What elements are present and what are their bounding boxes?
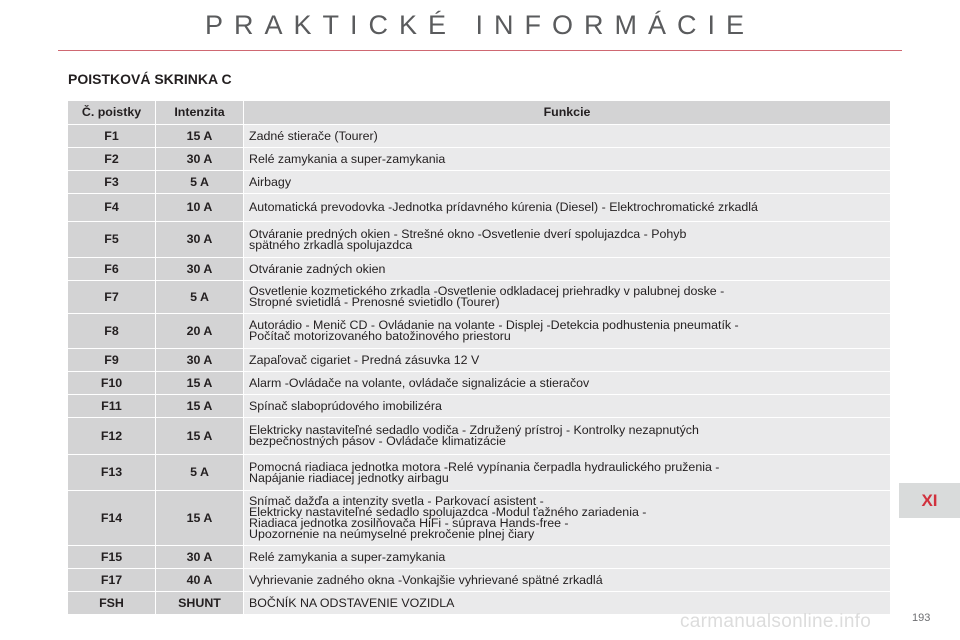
function-cell: Elektricky nastaviteľné sedadlo vodiča - Združený prístroj - Kontrolky nezapnutých bezpečnostných pásov - Ovládače klimatizácie <box>244 418 891 455</box>
table-row <box>68 194 891 222</box>
table-row <box>68 349 891 372</box>
function-cell: Relé zamykania a super-zamykania <box>244 148 891 171</box>
table-row <box>68 148 891 171</box>
fuse-table <box>67 100 891 615</box>
amperage-cell: 20 A <box>156 314 244 349</box>
fuse-number-cell: F9 <box>68 349 156 372</box>
table-row <box>68 258 891 281</box>
function-cell: Vyhrievanie zadného okna -Vonkajšie vyhrievané spätné zrkadlá <box>244 569 891 592</box>
table-row <box>68 372 891 395</box>
function-cell: Pomocná riadiaca jednotka motora -Relé vypínania čerpadla hydraulického pruženia - Napájanie riadiacej jednotky airbagu <box>244 455 891 491</box>
table-row <box>68 491 891 546</box>
function-cell: Spínač slaboprúdového imobilizéra <box>244 395 891 418</box>
fuse-number-cell: F14 <box>68 491 156 546</box>
fuse-number-cell: F7 <box>68 281 156 314</box>
table-row <box>68 281 891 314</box>
table-row <box>68 125 891 148</box>
amperage-cell: 30 A <box>156 546 244 569</box>
fuse-number-cell: F15 <box>68 546 156 569</box>
function-cell: Otváranie zadných okien <box>244 258 891 281</box>
fuse-number-cell: F4 <box>68 194 156 222</box>
function-cell: Osvetlenie kozmetického zrkadla -Osvetlenie odkladacej priehradky v palubnej doske - Stropné svietidlá - Prenosné svietidlo (Tourer) <box>244 281 891 314</box>
table-row <box>68 569 891 592</box>
amperage-cell: SHUNT <box>156 592 244 615</box>
fuse-number-cell: F10 <box>68 372 156 395</box>
amperage-cell: 10 A <box>156 194 244 222</box>
page-number: 193 <box>912 612 931 624</box>
fuse-number-cell: F3 <box>68 171 156 194</box>
fuse-number-cell: F11 <box>68 395 156 418</box>
table-row <box>68 222 891 258</box>
amperage-cell: 15 A <box>156 372 244 395</box>
fuse-number-cell: F6 <box>68 258 156 281</box>
function-cell: Snímač dažďa a intenzity svetla - Parkovací asistent - Elektricky nastaviteľné sedadlo spolujazdca -Modul ťažného zariadenia - Riadiaca jednotka zosilňovača HiFi - súprava Hands-free - Upozornenie na neúmyselné prekročenie plnej čiary <box>244 491 891 546</box>
header-divider <box>58 50 902 51</box>
fuse-number-cell: F1 <box>68 125 156 148</box>
amperage-cell: 5 A <box>156 171 244 194</box>
function-cell: Alarm -Ovládače na volante, ovládače signalizácie a stieračov <box>244 372 891 395</box>
function-cell: BOČNÍK NA ODSTAVENIE VOZIDLA <box>244 592 891 615</box>
table-row <box>68 171 891 194</box>
fuse-number-cell: F2 <box>68 148 156 171</box>
table-header-row <box>68 101 891 125</box>
amperage-cell: 15 A <box>156 125 244 148</box>
fuse-number-cell: F17 <box>68 569 156 592</box>
amperage-cell: 15 A <box>156 418 244 455</box>
page-title: PRAKTICKÉ INFORMÁCIE <box>204 10 756 40</box>
column-header-functions: Funkcie <box>244 101 891 125</box>
function-cell: Zapaľovač cigariet - Predná zásuvka 12 V <box>244 349 891 372</box>
fuse-number-cell: F12 <box>68 418 156 455</box>
table-row <box>68 314 891 349</box>
column-header-amperage: Intenzita <box>156 101 244 125</box>
function-cell: Zadné stierače (Tourer) <box>244 125 891 148</box>
fuse-number-cell: F13 <box>68 455 156 491</box>
table-row <box>68 395 891 418</box>
column-header-fuse: Č. poistky <box>68 101 156 125</box>
amperage-cell: 15 A <box>156 395 244 418</box>
fuse-number-cell: FSH <box>68 592 156 615</box>
function-cell: Otváranie predných okien - Strešné okno -Osvetlenie dverí spolujazdca - Pohyb spätného zrkadla spolujazdca <box>244 222 891 258</box>
function-cell: Automatická prevodovka -Jednotka prídavného kúrenia (Diesel) - Elektrochromatické zrkadlá <box>244 194 891 222</box>
chapter-tab: XI <box>899 483 960 518</box>
amperage-cell: 40 A <box>156 569 244 592</box>
amperage-cell: 30 A <box>156 148 244 171</box>
fuse-number-cell: F8 <box>68 314 156 349</box>
amperage-cell: 30 A <box>156 349 244 372</box>
table-row <box>68 418 891 455</box>
amperage-cell: 15 A <box>156 491 244 546</box>
function-cell: Autorádio - Menič CD - Ovládanie na volante - Displej -Detekcia podhustenia pneumatík - Počítač motorizovaného batožinového priestoru <box>244 314 891 349</box>
table-body <box>68 125 891 615</box>
amperage-cell: 30 A <box>156 258 244 281</box>
table-row <box>68 546 891 569</box>
fuse-number-cell: F5 <box>68 222 156 258</box>
function-cell: Relé zamykania a super-zamykania <box>244 546 891 569</box>
amperage-cell: 5 A <box>156 455 244 491</box>
amperage-cell: 5 A <box>156 281 244 314</box>
function-cell: Airbagy <box>244 171 891 194</box>
amperage-cell: 30 A <box>156 222 244 258</box>
table-row <box>68 455 891 491</box>
watermark: carmanualsonline.info <box>680 611 872 632</box>
section-title: POISTKOVÁ SKRINKA C <box>68 71 232 87</box>
